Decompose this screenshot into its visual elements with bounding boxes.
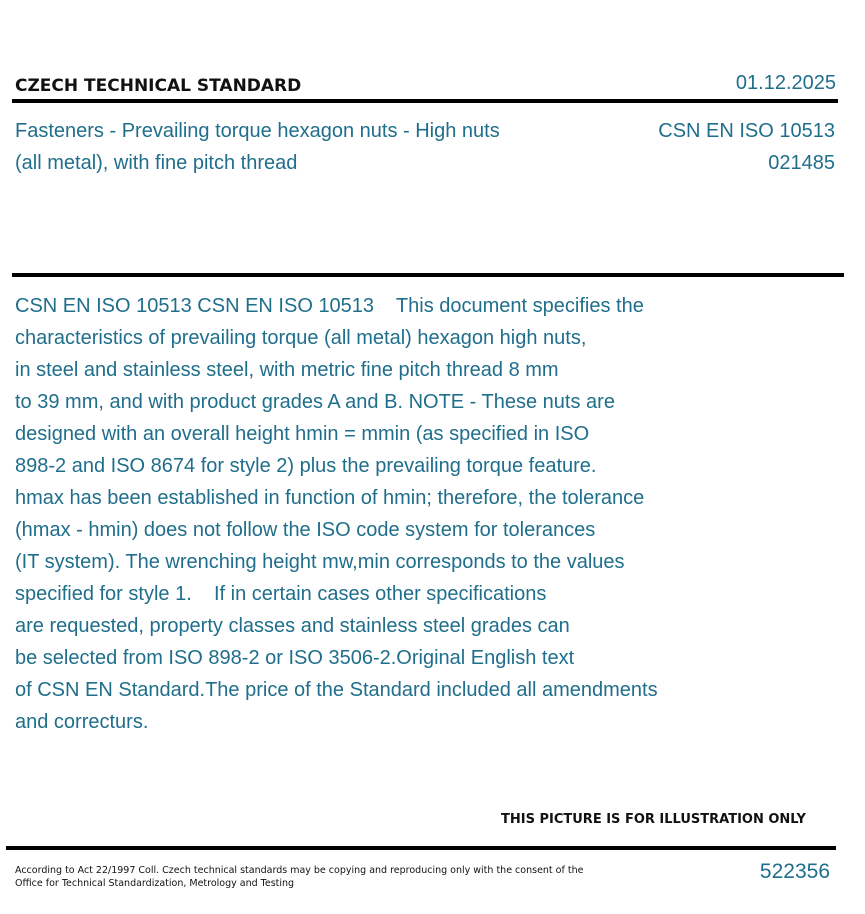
description-line: of CSN EN Standard.The price of the Standard included all amendments [15,679,658,701]
description-line: in steel and stainless steel, with metric fine pitch thread 8 mm [15,359,559,381]
description-line: hmax has been established in function of hmin; therefore, the tolerance [15,487,645,509]
description-line: (hmax - hmin) does not follow the ISO code system for tolerances [15,519,596,541]
description-line: specified for style 1. If in certain cases other specifications [15,583,547,605]
illustration-disclaimer: THIS PICTURE IS FOR ILLUSTRATION ONLY [501,812,806,827]
standard-code: CSN EN ISO 10513 [658,120,835,142]
section-divider [12,273,844,277]
description-line: (IT system). The wrenching height mw,min corresponds to the values [15,551,625,573]
description-line: 898-2 and ISO 8674 for style 2) plus the prevailing torque feature. [15,455,597,477]
document-type-label: CZECH TECHNICAL STANDARD [15,76,302,96]
standard-description [15,290,658,738]
publication-date: 01.12.2025 [735,72,836,94]
description-line: designed with an overall height hmin = mmin (as specified in ISO [15,423,590,445]
description-line: be selected from ISO 898-2 or ISO 3506-2.Original English text [15,647,575,669]
classification-number: 021485 [768,152,835,174]
description-line: characteristics of prevailing torque (all metal) hexagon high nuts, [15,327,587,349]
description-line: and correcturs. [15,711,149,733]
standard-identifiers [658,115,835,179]
header-divider [12,99,838,103]
description-line: are requested, property classes and stainless steel grades can [15,615,570,637]
standard-title: Fasteners - Prevailing torque hexagon nuts - High nuts (all metal), with fine pitch thread [15,120,500,174]
description-line: to 39 mm, and with product grades A and B. NOTE - These nuts are [15,391,615,413]
footer-divider [6,846,836,850]
description-line: CSN EN ISO 10513 CSN EN ISO 10513 This document specifies the [15,295,644,317]
document-number: 522356 [759,860,830,883]
legal-notice: According to Act 22/1997 Coll. Czech technical standards may be copying and reproducing only with the consent of the Office for Technical Standardization, Metrology and Testing [15,865,584,889]
